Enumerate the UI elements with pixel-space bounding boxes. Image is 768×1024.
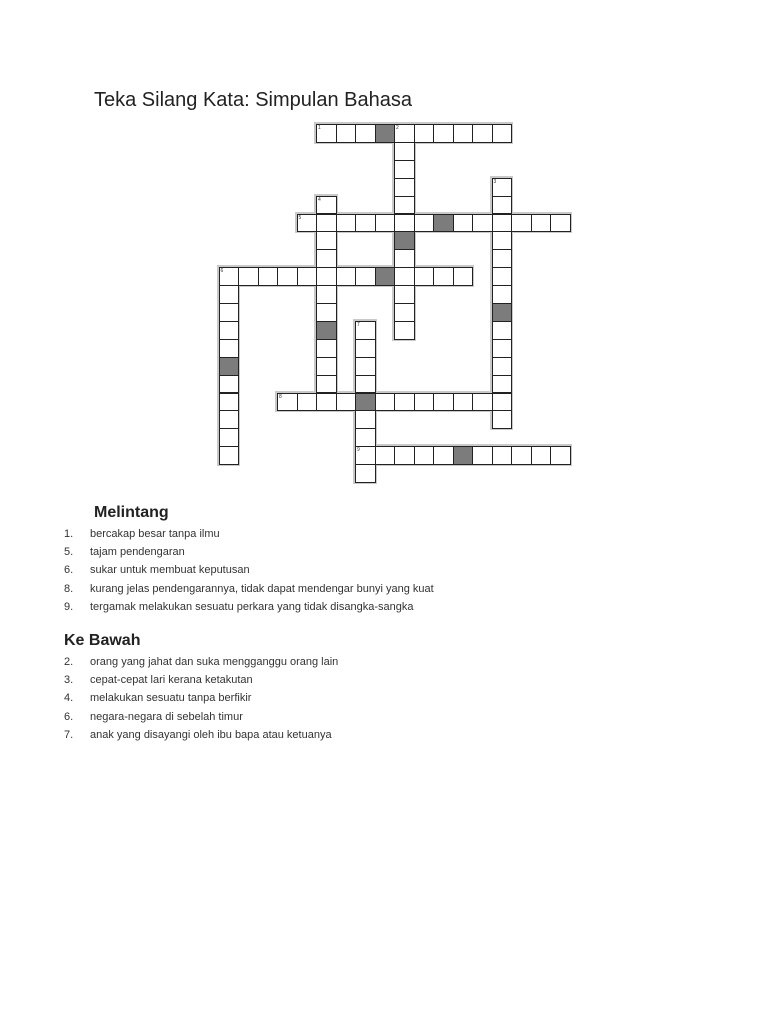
crossword-cell[interactable] bbox=[219, 321, 240, 340]
clue-text: cepat-cepat lari kerana ketakutan bbox=[90, 674, 253, 687]
crossword-cell[interactable] bbox=[511, 446, 532, 465]
crossword-cell[interactable] bbox=[375, 393, 396, 412]
clue-start-number: 2 bbox=[396, 125, 399, 131]
crossword-cell[interactable] bbox=[492, 178, 513, 197]
clue-number: 3. bbox=[64, 674, 74, 687]
crossword-cell[interactable] bbox=[472, 393, 493, 412]
crossword-cell[interactable] bbox=[394, 267, 415, 286]
crossword-cell[interactable] bbox=[472, 214, 493, 233]
crossword-cell-shaded[interactable] bbox=[355, 393, 376, 412]
crossword-cell[interactable] bbox=[511, 214, 532, 233]
crossword-cell[interactable] bbox=[219, 303, 240, 322]
crossword-cell[interactable] bbox=[316, 124, 337, 143]
clue-text: anak yang disayangi oleh ibu bapa atau ketuanya bbox=[90, 728, 332, 741]
crossword-cell[interactable] bbox=[414, 393, 435, 412]
crossword-cell-shaded[interactable] bbox=[219, 357, 240, 376]
crossword-cell[interactable] bbox=[472, 124, 493, 143]
crossword-cell-shaded[interactable] bbox=[433, 214, 454, 233]
clue-start-number: 7 bbox=[357, 321, 360, 328]
clue-number: 6. bbox=[64, 710, 74, 723]
crossword-cell[interactable] bbox=[394, 142, 415, 161]
clue-number: 1. bbox=[64, 528, 74, 540]
clue-text: negara-negara di sebelah timur bbox=[90, 710, 243, 723]
clue-number: 6. bbox=[64, 564, 74, 577]
clue-text: orang yang jahat dan suka mengganggu orang lain bbox=[90, 656, 339, 668]
crossword-cell[interactable] bbox=[394, 249, 415, 268]
crossword-cell[interactable] bbox=[433, 446, 454, 465]
crossword-cell[interactable] bbox=[277, 267, 298, 286]
clue-start-number: 5 bbox=[298, 214, 302, 221]
crossword-cell[interactable] bbox=[316, 214, 337, 233]
crossword-cell[interactable] bbox=[375, 446, 396, 465]
crossword-cell[interactable] bbox=[394, 303, 415, 322]
crossword-cell-shaded[interactable] bbox=[492, 303, 513, 322]
crossword-cell[interactable] bbox=[492, 249, 513, 268]
crossword-cell[interactable] bbox=[316, 303, 337, 322]
crossword-cell[interactable] bbox=[316, 339, 337, 358]
crossword-cell[interactable] bbox=[297, 393, 318, 412]
crossword-cell[interactable] bbox=[297, 267, 318, 286]
crossword-cell[interactable] bbox=[394, 214, 415, 233]
crossword-cell[interactable] bbox=[336, 214, 357, 233]
crossword-cell[interactable] bbox=[258, 267, 279, 286]
crossword-cell[interactable] bbox=[394, 321, 415, 340]
crossword-cell[interactable] bbox=[355, 446, 376, 465]
clue-start-number: 6 bbox=[220, 268, 224, 275]
down-heading: Ke Bawah bbox=[64, 632, 141, 649]
clue-text: bercakap besar tanpa ilmu bbox=[90, 528, 220, 540]
clue-number: 5. bbox=[64, 546, 74, 559]
crossword-cell[interactable] bbox=[414, 267, 435, 286]
crossword-cell[interactable] bbox=[355, 124, 376, 143]
crossword-cell[interactable] bbox=[394, 196, 415, 215]
crossword-cell[interactable] bbox=[492, 339, 513, 358]
crossword-cell[interactable] bbox=[316, 375, 337, 394]
crossword-cell[interactable] bbox=[219, 267, 240, 286]
crossword-cell[interactable] bbox=[355, 321, 376, 340]
page-title: Teka Silang Kata: Simpulan Bahasa bbox=[94, 89, 412, 111]
clue-start-number: 8 bbox=[279, 393, 282, 400]
clue-number: 8. bbox=[64, 582, 74, 595]
crossword-cell[interactable] bbox=[492, 321, 513, 340]
crossword-cell[interactable] bbox=[414, 446, 435, 465]
crossword-cell[interactable] bbox=[355, 375, 376, 394]
crossword-cell[interactable] bbox=[355, 464, 376, 483]
crossword-cell[interactable] bbox=[492, 410, 513, 429]
crossword-cell[interactable] bbox=[414, 124, 435, 143]
crossword-cell[interactable] bbox=[336, 267, 357, 286]
crossword-cell[interactable] bbox=[492, 393, 513, 412]
crossword-cell[interactable] bbox=[492, 446, 513, 465]
crossword-cell[interactable] bbox=[355, 428, 376, 447]
crossword-cell-shaded[interactable] bbox=[453, 446, 474, 465]
crossword-cell-shaded[interactable] bbox=[375, 124, 396, 143]
crossword-cell[interactable] bbox=[492, 357, 513, 376]
crossword-cell[interactable] bbox=[394, 393, 415, 412]
crossword-cell[interactable] bbox=[355, 214, 376, 233]
clue-number: 2. bbox=[64, 656, 74, 668]
clue-text: melakukan sesuatu tanpa berfikir bbox=[90, 692, 252, 705]
crossword-cell[interactable] bbox=[219, 410, 240, 429]
crossword-cell[interactable] bbox=[316, 357, 337, 376]
crossword-cell[interactable] bbox=[453, 393, 474, 412]
crossword-cell-shaded[interactable] bbox=[375, 267, 396, 286]
crossword-cell[interactable] bbox=[550, 446, 571, 465]
clue-number: 9. bbox=[64, 600, 74, 613]
clue-start-number: 9 bbox=[357, 447, 360, 454]
crossword-cell[interactable] bbox=[316, 267, 337, 286]
crossword-cell[interactable] bbox=[453, 124, 474, 143]
crossword-cell[interactable] bbox=[336, 124, 357, 143]
crossword-cell[interactable] bbox=[219, 339, 240, 358]
crossword-cell[interactable] bbox=[394, 285, 415, 304]
crossword-cell[interactable] bbox=[316, 393, 337, 412]
crossword-cell-shaded[interactable] bbox=[316, 321, 337, 340]
crossword-grid bbox=[0, 0, 768, 500]
crossword-cell[interactable] bbox=[453, 267, 474, 286]
clue-start-number: 1 bbox=[318, 125, 321, 131]
crossword-cell[interactable] bbox=[492, 375, 513, 394]
crossword-cell[interactable] bbox=[355, 339, 376, 358]
crossword-cell[interactable] bbox=[238, 267, 259, 286]
clue-number: 4. bbox=[64, 692, 74, 705]
crossword-cell[interactable] bbox=[219, 446, 240, 465]
across-heading: Melintang bbox=[94, 504, 169, 521]
clue-number: 7. bbox=[64, 728, 74, 741]
crossword-cell[interactable] bbox=[433, 267, 454, 286]
crossword-cell[interactable] bbox=[375, 214, 396, 233]
crossword-cell[interactable] bbox=[433, 124, 454, 143]
crossword-cell[interactable] bbox=[492, 231, 513, 250]
crossword-cell[interactable] bbox=[394, 160, 415, 179]
crossword-cell[interactable] bbox=[394, 446, 415, 465]
crossword-cell[interactable] bbox=[492, 285, 513, 304]
crossword-cell[interactable] bbox=[531, 214, 552, 233]
crossword-cell[interactable] bbox=[492, 196, 513, 215]
crossword-cell-shaded[interactable] bbox=[394, 231, 415, 250]
crossword-cell[interactable] bbox=[277, 393, 298, 412]
crossword-cell[interactable] bbox=[550, 214, 571, 233]
crossword-cell[interactable] bbox=[219, 375, 240, 394]
crossword-cell[interactable] bbox=[336, 393, 357, 412]
crossword-cell[interactable] bbox=[472, 446, 493, 465]
crossword-cell[interactable] bbox=[355, 267, 376, 286]
clue-text: tajam pendengaran bbox=[90, 546, 185, 559]
crossword-cell[interactable] bbox=[316, 231, 337, 250]
crossword-cell[interactable] bbox=[316, 285, 337, 304]
clue-text: tergamak melakukan sesuatu perkara yang tidak disangka-sangka bbox=[90, 600, 414, 613]
crossword-cell[interactable] bbox=[492, 214, 513, 233]
crossword-cell[interactable] bbox=[219, 285, 240, 304]
crossword-cell[interactable] bbox=[316, 196, 337, 215]
clue-start-number: 3 bbox=[493, 178, 497, 185]
crossword-cell[interactable] bbox=[453, 214, 474, 233]
crossword-cell[interactable] bbox=[219, 428, 240, 447]
crossword-cell[interactable] bbox=[492, 124, 513, 143]
crossword-cell[interactable] bbox=[219, 393, 240, 412]
crossword-cell[interactable] bbox=[394, 178, 415, 197]
crossword-cell[interactable] bbox=[355, 357, 376, 376]
crossword-cell[interactable] bbox=[316, 249, 337, 268]
crossword-cell[interactable] bbox=[355, 410, 376, 429]
clue-text: sukar untuk membuat keputusan bbox=[90, 564, 250, 577]
clue-text: kurang jelas pendengarannya, tidak dapat mendengar bunyi yang kuat bbox=[90, 582, 434, 595]
crossword-cell[interactable] bbox=[492, 267, 513, 286]
crossword-cell[interactable] bbox=[433, 393, 454, 412]
clue-start-number: 4 bbox=[318, 196, 321, 203]
crossword-cell[interactable] bbox=[394, 124, 415, 143]
crossword-cell[interactable] bbox=[297, 214, 318, 233]
crossword-cell[interactable] bbox=[414, 214, 435, 233]
crossword-cell[interactable] bbox=[531, 446, 552, 465]
